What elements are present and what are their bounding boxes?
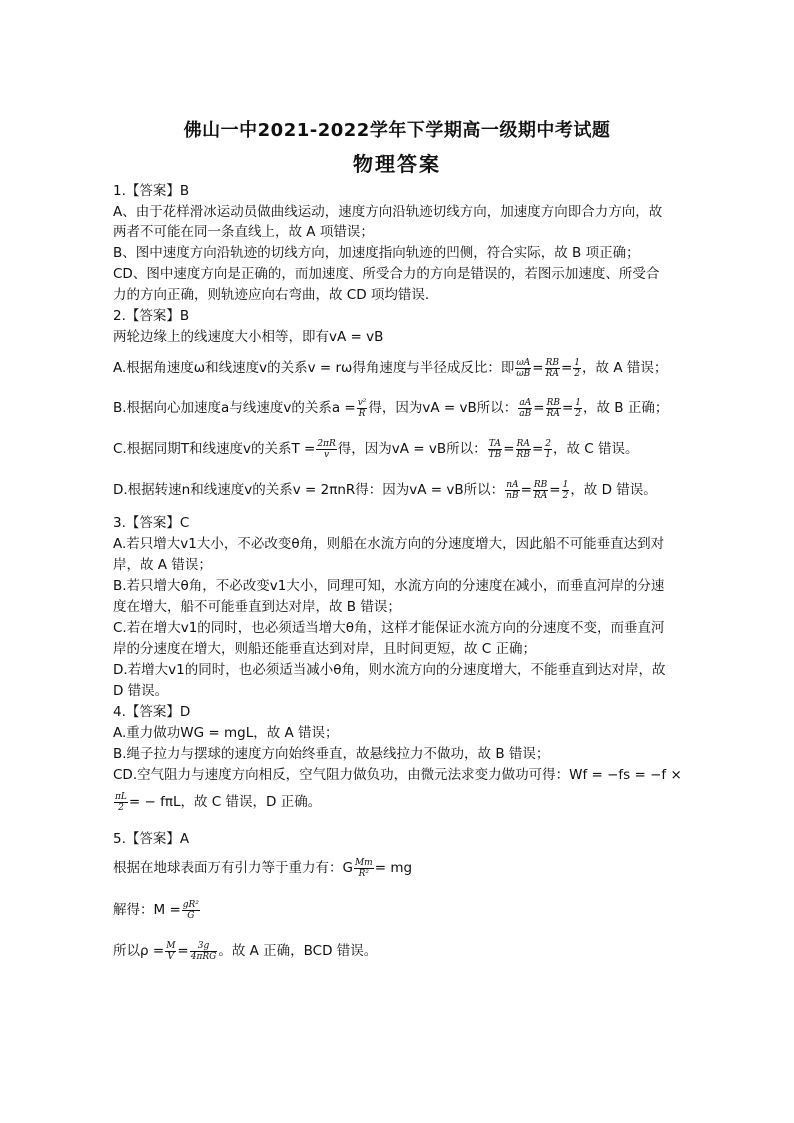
q3-answer: 3.【答案】C — [113, 515, 190, 531]
frac-radius-d: $\frac{RB}{RA}$ — [533, 479, 548, 501]
q3-line-8: D 错误。 — [113, 683, 169, 699]
frac-two: $\frac{2}{1}$ — [545, 438, 551, 460]
q2-b-conclusion: ，故 B 正确； — [583, 400, 669, 416]
frac-density: $\frac{M}{V}$ — [166, 940, 176, 962]
frac-half: $\frac{1}{2}$ — [574, 357, 581, 379]
q1-line-3: B、图中速度方向沿轨迹的切线方向，加速度指向轨迹的凹侧，符合实际，故 B 项正确； — [113, 245, 640, 261]
q1-line-1: A、由于花样滑冰运动员做曲线运动，速度方向沿轨迹切线方向，加速度方向即合力方向，故 — [113, 204, 663, 220]
q2-b-mid: 得，因为vA = vB所以： — [368, 400, 518, 416]
q2-d-conclusion: ，故 D 错误。 — [570, 482, 657, 498]
document-subtitle: 物理答案 — [353, 152, 441, 176]
q2-c-mid: 得，因为vA = vB所以： — [337, 441, 487, 457]
q1-line-4: CD、图中速度方向是正确的，而加速度、所受合力的方向是错误的，若图示加速度、所受合 — [113, 266, 660, 282]
frac-radius-c: $\frac{RA}{RB}$ — [516, 438, 530, 460]
frac-v2-r: $\frac{\text{v²}}{R}$ — [357, 397, 367, 419]
q5-line-2-text: 解得：M = — [113, 902, 181, 918]
q2-line-1: 两轮边缘上的线速度大小相等，即有vA = vB — [113, 329, 384, 345]
q5-line-3 — [113, 939, 685, 965]
q2-c-conclusion: ，故 C 错误。 — [552, 441, 639, 457]
q5-line-1-text: 根据在地球表面万有引力等于重力有：G — [113, 860, 353, 876]
q5-line-1-post: = mg — [374, 860, 413, 876]
q3-line-7: D.若增大v1的同时，也必须适当减小θ角，则水流方向的分速度增大，不能垂直到达对岸，故 — [113, 662, 666, 678]
frac-half-b: $\frac{1}{2}$ — [575, 397, 582, 419]
q5-line-3-post: 。故 A 正确，BCD 错误。 — [218, 943, 378, 959]
q5-line-2 — [113, 898, 685, 924]
frac-omega: $\frac{\omega A}{\omega B}$ — [516, 357, 531, 379]
q2-option-d: D.根据转速n和线速度v的关系v = 2πnR得：因为vA = vB所以： $\frac{nA}{nB}$ = $\frac{RB}{RA}$ = $\frac{1}{2}$ ，故 D 错误。 — [113, 479, 657, 501]
frac-half-d: $\frac{1}{2}$ — [562, 479, 569, 501]
q2-d-text: D.根据转速n和线速度v的关系v = 2πnR得：因为vA = vB所以： — [113, 482, 505, 498]
frac-period: $\frac{2\pi R}{v}$ — [317, 438, 336, 460]
frac-density-result: $\frac{3g}{\text{4πRG}}$ — [190, 940, 217, 962]
q3-line-1: A.若只增大v1大小，不必改变θ角，则船在水流方向的分速度增大，因此船不可能垂直达到对 — [113, 536, 665, 552]
frac-t: $\frac{TA}{TB}$ — [488, 438, 502, 460]
q3-line-5: C.若在增大v1的同时，也必须适当增大θ角，这样才能保证水流方向的分速度不变，而垂直河 — [113, 620, 665, 636]
q2-answer: 2.【答案】B — [113, 308, 190, 324]
q3-line-2: 岸，故 A 错误； — [113, 557, 212, 573]
q2-option-a: A.根据角速度ω和线速度v的关系v = rω得角速度与半径成反比：即 $\frac{\omega A}{\omega B}$ = $\frac{RB}{RA}$ = $\frac{1}{2}$ ，故 A 错误； — [113, 357, 668, 379]
q2-a-text: A.根据角速度ω和线速度v的关系v = rω得角速度与半径成反比：即 — [113, 360, 515, 376]
frac-pil-2: $\frac{\pi L}{2}$ — [115, 791, 127, 813]
q5-line-3-text: 所以ρ = — [113, 943, 165, 959]
q4-line-4-text: = − fπL，故 C 错误，D 正确。 — [128, 794, 322, 810]
q3-line-4: 度在增大，船不可能垂直到达对岸，故 B 错误； — [113, 599, 401, 615]
frac-mass: $\frac{\text{gR²}}{G}$ — [182, 899, 199, 921]
document-title: 佛山一中2021-2022学年下学期高一级期中考试题 — [183, 120, 611, 141]
q2-c-text: C.根据同期T和线速度v的关系T = — [113, 441, 316, 457]
q5-answer: 5.【答案】A — [113, 831, 190, 847]
frac-n: $\frac{nA}{nB}$ — [506, 479, 519, 501]
q2-a-conclusion: ，故 A 错误； — [582, 360, 668, 376]
q5-line-3-mid: = — [177, 943, 189, 959]
q1-line-5: 力的方向正确，则轨迹应向右弯曲，故 CD 项均错误. — [113, 287, 430, 303]
q3-line-3: B.若只增大θ角，不必改变v1大小，同理可知，水流方向的分速度在减小，而垂直河岸的分速 — [113, 578, 665, 594]
frac-gravity: $\frac{Mm}{\text{R²}}$ — [354, 857, 373, 879]
q4-answer: 4.【答案】D — [113, 704, 191, 720]
q3-line-6: 岸的分速度在增大，则船还能垂直达到对岸，且时间更短，故 C 正确； — [113, 641, 537, 657]
q2-b-text: B.根据向心加速度a与线速度v的关系a = — [113, 400, 356, 416]
q4-line-3: CD.空气阻力与速度方向相反，空气阻力做负功，由微元法求变力做功可得：Wf = −fs = −f × — [113, 767, 682, 783]
q5-line-1 — [113, 856, 685, 882]
q2-option-c: C.根据同期T和线速度v的关系T = $\frac{2\pi R}{v}$ 得，因为vA = vB所以： $\frac{TA}{TB}$ = $\frac{RA}{RB}$ = $\frac{2}{1}$ ，故 C 错误。 — [113, 438, 639, 460]
q4-line-4 — [113, 790, 685, 816]
q1-line-2: 两者不可能在同一条直线上，故 A 项错误； — [113, 224, 374, 240]
q4-line-1: A.重力做功WG = mgL，故 A 错误； — [113, 725, 339, 741]
q4-line-2: B.绳子拉力与摆球的速度方向始终垂直，故悬线拉力不做功，故 B 错误； — [113, 746, 550, 762]
frac-radius-b: $\frac{RB}{RA}$ — [546, 397, 560, 419]
frac-accel: $\frac{aA}{aB}$ — [519, 397, 532, 419]
q1-answer: 1.【答案】B — [113, 183, 190, 199]
frac-radius: $\frac{RB}{RA}$ — [545, 357, 559, 379]
q2-option-b: B.根据向心加速度a与线速度v的关系a = $\frac{\text{v²}}{R}$ 得，因为vA = vB所以： $\frac{aA}{aB}$ = $\frac{RB}{RA}$ = $\frac{1}{2}$ ，故 B 正确； — [113, 397, 669, 419]
